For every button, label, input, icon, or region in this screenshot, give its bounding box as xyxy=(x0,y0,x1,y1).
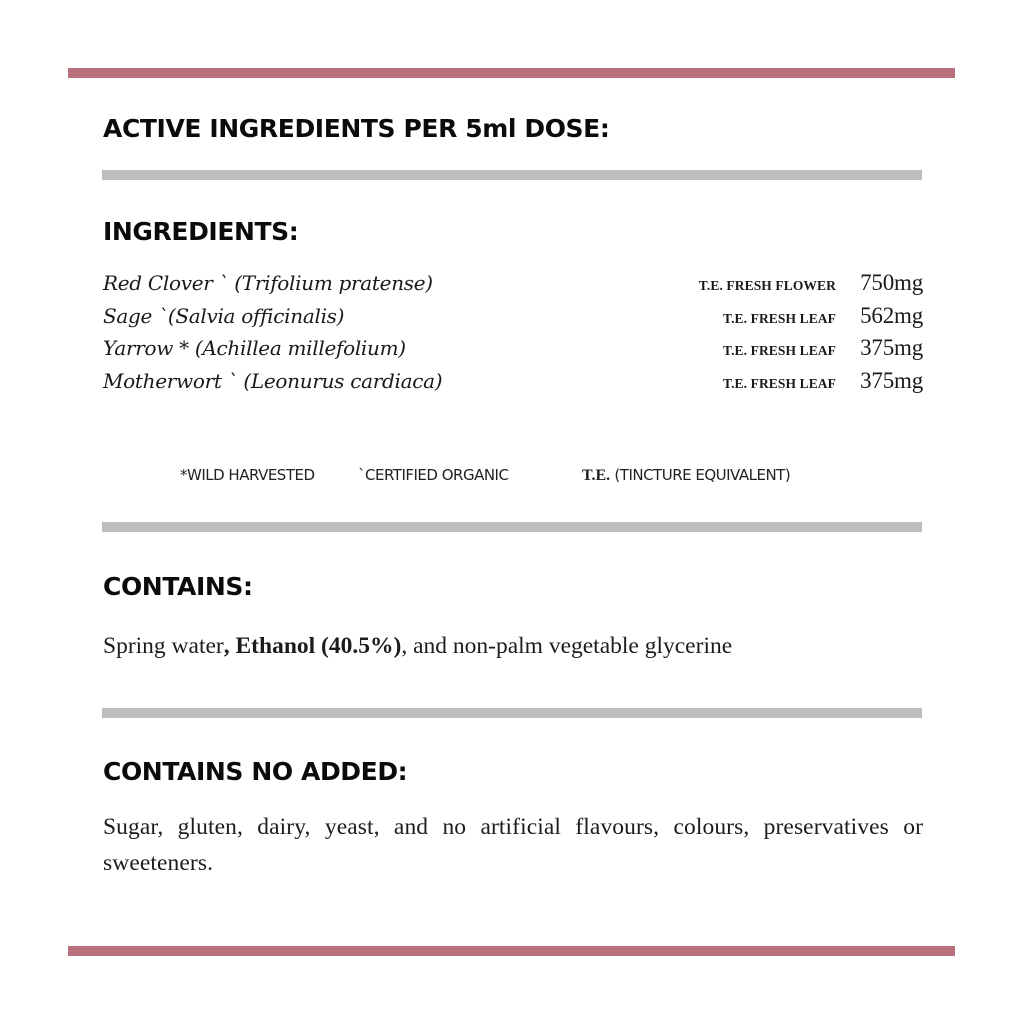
ingredient-detail xyxy=(723,303,923,329)
ingredient-amount: 375mg xyxy=(860,367,923,393)
contains-text-part3: , and non-palm vegetable glycerine xyxy=(401,633,733,659)
legend-certified-organic: `CERTIFIED ORGANIC xyxy=(358,466,509,484)
contains-heading: CONTAINS: xyxy=(103,572,253,601)
legend-wild-harvested: *WILD HARVESTED xyxy=(180,466,315,484)
ingredient-detail xyxy=(723,368,923,394)
ingredient-name: Red Clover ` (Trifolium pratense) xyxy=(103,271,433,295)
legend-te-desc: (TINCTURE EQUIVALENT) xyxy=(610,466,791,484)
ingredient-row xyxy=(103,270,923,303)
ingredient-amount: 562mg xyxy=(860,302,923,328)
ingredient-detail xyxy=(699,270,923,296)
ingredient-row xyxy=(103,303,923,336)
ingredients-legend xyxy=(0,466,1024,490)
contains-no-added-text: Sugar, gluten, dairy, yeast, and no artificial flavours, colours, preservatives or sweeteners. xyxy=(103,814,923,876)
contains-no-added-heading: CONTAINS NO ADDED: xyxy=(103,757,408,786)
legend-te-abbr: T.E. xyxy=(582,467,611,484)
ingredient-amount: 750mg xyxy=(860,270,923,295)
divider-bar xyxy=(102,522,922,532)
ingredient-detail xyxy=(723,335,923,361)
contains-text-ethanol: , Ethanol (40.5%) xyxy=(223,633,402,659)
divider-bar xyxy=(102,708,922,718)
bottom-accent-bar xyxy=(68,946,955,956)
ingredients-list xyxy=(103,270,923,400)
ingredient-row xyxy=(103,335,923,368)
ingredient-name: Yarrow * (Achillea millefolium) xyxy=(103,336,406,360)
ingredient-name: Sage `(Salvia officinalis) xyxy=(103,303,345,328)
ingredient-row xyxy=(103,368,923,401)
ingredient-name: Motherwort ` (Leonurus cardiaca) xyxy=(103,368,443,393)
ingredient-type: T.E. FRESH LEAF xyxy=(722,375,836,391)
contains-text-part1: Spring water xyxy=(103,633,224,659)
contains-text xyxy=(103,628,923,664)
ingredient-type: T.E. FRESH LEAF xyxy=(722,343,836,358)
divider-bar xyxy=(102,170,922,180)
ingredient-type: T.E. FRESH FLOWER xyxy=(698,278,836,293)
ingredient-type: T.E. FRESH LEAF xyxy=(722,310,836,326)
top-accent-bar xyxy=(68,68,955,78)
ingredients-heading: INGREDIENTS: xyxy=(103,217,299,246)
legend-tincture-equivalent xyxy=(582,466,790,485)
ingredient-amount: 375mg xyxy=(860,335,923,360)
page-title: ACTIVE INGREDIENTS PER 5ml DOSE: xyxy=(103,114,610,143)
